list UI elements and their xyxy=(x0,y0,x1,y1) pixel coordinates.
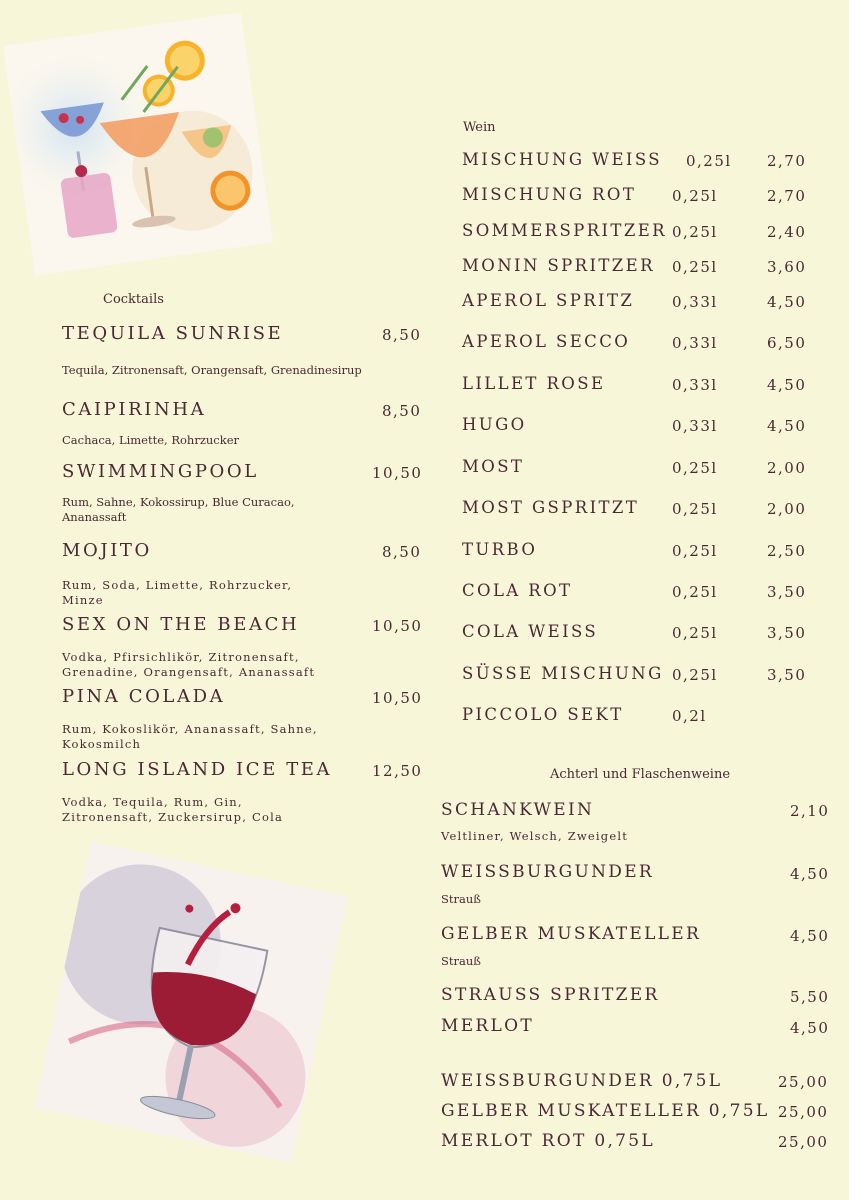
wein-price: 4,50 xyxy=(767,376,807,394)
wein-price: 2,50 xyxy=(767,542,807,560)
wein-name: COLA ROT xyxy=(462,581,573,600)
cocktail-price: 10,50 xyxy=(372,689,423,707)
wein-name: MONIN SPRITZER xyxy=(462,256,655,275)
wein-price: 4,50 xyxy=(767,417,807,435)
cocktail-price: 8,50 xyxy=(382,543,422,561)
cocktail-name: SEX ON THE BEACH xyxy=(62,614,300,635)
achterl-name: WEISSBURGUNDER xyxy=(441,862,655,882)
cocktail-price: 10,50 xyxy=(372,617,423,635)
achterl-price: 4,50 xyxy=(790,865,830,883)
wein-qty: 0,33l xyxy=(672,334,718,352)
wein-price: 2,00 xyxy=(767,500,807,518)
achterl-name: GELBER MUSKATELLER xyxy=(441,924,702,944)
wein-price: 3,50 xyxy=(767,583,807,601)
wein-price: 6,50 xyxy=(767,334,807,352)
wein-name: PICCOLO SEKT xyxy=(462,705,624,724)
wein-qty: 0,25l xyxy=(672,542,718,560)
wein-name: MISCHUNG WEISS xyxy=(462,150,662,169)
achterl-price: 4,50 xyxy=(790,927,830,945)
wein-price: 2,40 xyxy=(767,223,807,241)
achterl-price: 2,10 xyxy=(790,802,830,820)
wein-qty: 0,25l xyxy=(672,666,718,684)
wein-name: MOST xyxy=(462,457,525,476)
wein-name: MOST GSPRITZT xyxy=(462,498,640,517)
cocktail-name: TEQUILA SUNRISE xyxy=(62,323,284,344)
wein-price: 3,60 xyxy=(767,258,807,276)
achterl-name: STRAUSS SPRITZER xyxy=(441,985,660,1005)
wein-name: SÜSSE MISCHUNG xyxy=(462,664,664,683)
wein-qty: 0,25l xyxy=(672,500,718,518)
wein-qty: 0,33l xyxy=(672,293,718,311)
achterl-desc: Strauß xyxy=(441,892,481,906)
flasche-name: WEISSBURGUNDER 0,75L xyxy=(441,1071,723,1091)
wein-price: 3,50 xyxy=(767,666,807,684)
cocktail-desc: Cachaca, Limette, Rohrzucker xyxy=(62,433,240,447)
cocktail-name: LONG ISLAND ICE TEA xyxy=(62,759,333,780)
wine-illustration xyxy=(35,842,348,1163)
wein-price: 2,70 xyxy=(767,187,807,205)
cocktail-desc: Vodka, Tequila, Rum, Gin, Zitronensaft, Zuckersirup, Cola xyxy=(62,795,283,824)
wein-qty: 0,2l xyxy=(672,707,707,725)
cocktail-desc: Rum, Soda, Limette, Rohrzucker, Minze xyxy=(62,578,293,607)
wein-qty: 0,25l xyxy=(672,583,718,601)
flasche-price: 25,00 xyxy=(778,1073,829,1091)
cocktail-name: PINA COLADA xyxy=(62,686,226,707)
wein-price: 2,70 xyxy=(767,152,807,170)
cocktail-desc: Vodka, Pfirsichlikör, Zitronensaft, Grenadine, Orangensaft, Ananassaft xyxy=(62,650,316,679)
cocktail-desc: Tequila, Zitronensaft, Orangensaft, Grenadinesirup xyxy=(62,363,362,377)
cocktail-price: 8,50 xyxy=(382,402,422,420)
wein-qty: 0,33l xyxy=(672,417,718,435)
wein-name: SOMMERSPRITZER xyxy=(462,221,667,240)
wein-name: APEROL SECCO xyxy=(462,332,631,351)
cocktail-price: 12,50 xyxy=(372,762,423,780)
wein-price: 2,00 xyxy=(767,459,807,477)
cocktail-name: SWIMMINGPOOL xyxy=(62,461,259,482)
cocktails-illustration xyxy=(3,12,273,275)
wein-qty: 0,25l xyxy=(672,187,718,205)
achterl-name: MERLOT xyxy=(441,1016,534,1036)
cocktail-price: 10,50 xyxy=(372,464,423,482)
wein-name: LILLET ROSE xyxy=(462,374,606,393)
wein-qty: 0,25l xyxy=(686,152,732,170)
flasche-price: 25,00 xyxy=(778,1133,829,1151)
flasche-name: GELBER MUSKATELLER 0,75L xyxy=(441,1101,770,1121)
achterl-name: SCHANKWEIN xyxy=(441,800,595,820)
flasche-name: MERLOT ROT 0,75L xyxy=(441,1131,656,1151)
cocktail-name: CAIPIRINHA xyxy=(62,399,207,420)
wein-name: COLA WEISS xyxy=(462,622,599,641)
wein-price: 3,50 xyxy=(767,624,807,642)
cocktails-heading: Cocktails xyxy=(103,292,164,307)
achterl-price: 5,50 xyxy=(790,988,830,1006)
cocktails-image xyxy=(3,12,273,275)
wein-name: APEROL SPRITZ xyxy=(462,291,635,310)
achterl-desc: Veltliner, Welsch, Zweigelt xyxy=(441,829,629,843)
achterl-price: 4,50 xyxy=(790,1019,830,1037)
cocktail-price: 8,50 xyxy=(382,326,422,344)
cocktail-name: MOJITO xyxy=(62,540,152,561)
cocktail-desc: Rum, Kokoslikör, Ananassaft, Sahne, Kokosmilch xyxy=(62,722,318,751)
wein-name: HUGO xyxy=(462,415,527,434)
wein-qty: 0,25l xyxy=(672,223,718,241)
wein-qty: 0,25l xyxy=(672,258,718,276)
wein-qty: 0,25l xyxy=(672,459,718,477)
achterl-heading: Achterl und Flaschenweine xyxy=(550,767,731,782)
wein-price: 4,50 xyxy=(767,293,807,311)
wein-qty: 0,33l xyxy=(672,376,718,394)
wein-heading: Wein xyxy=(463,120,496,135)
wein-name: TURBO xyxy=(462,540,538,559)
wein-name: MISCHUNG ROT xyxy=(462,185,637,204)
wine-glass-image xyxy=(35,842,348,1163)
flasche-price: 25,00 xyxy=(778,1103,829,1121)
cocktail-desc: Rum, Sahne, Kokossirup, Blue Curacao, Ananassaft xyxy=(62,495,295,524)
achterl-desc: Strauß xyxy=(441,954,481,968)
wein-qty: 0,25l xyxy=(672,624,718,642)
